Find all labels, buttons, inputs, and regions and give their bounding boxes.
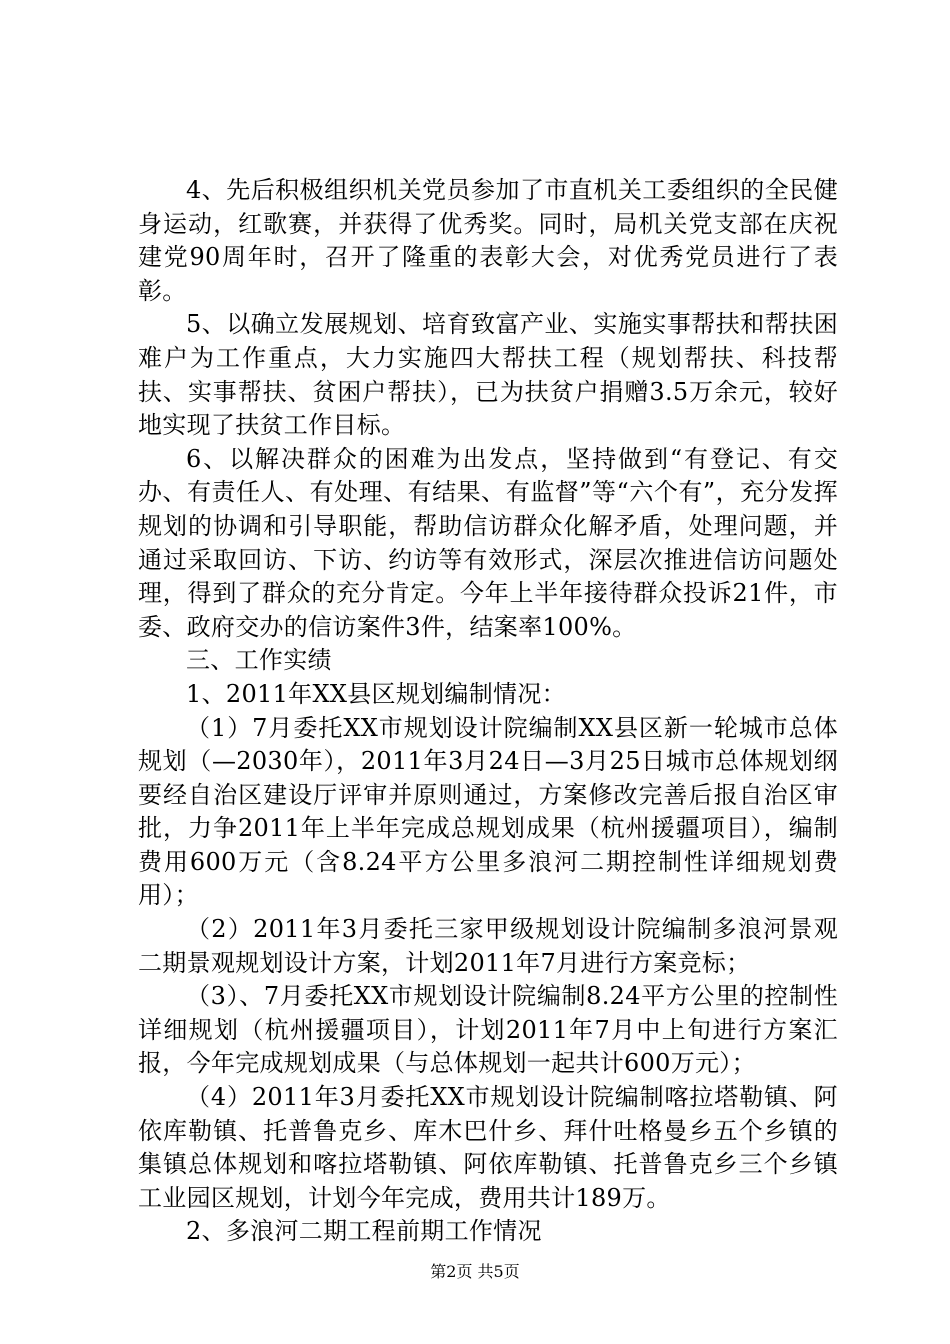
paragraph-item-5: 5、以确立发展规划、培育致富产业、实施实事帮扶和帮扶困难户为工作重点，大力实施四大帮扶工程（规划帮扶、科技帮扶、实事帮扶、贫困户帮扶），已为扶贫户捐赠3.5万余元，较好地实现了扶贫工作目标。 xyxy=(138,310,838,440)
page-footer xyxy=(0,1262,950,1282)
paragraph-subitem-2: （2）2011年3月委托三家甲级规划设计院编制多浪河景观二期景观规划设计方案，计划2011年7月进行方案竞标； xyxy=(138,915,838,977)
document-body xyxy=(138,174,838,1249)
section-heading-work-results: 三、工作实绩 xyxy=(186,646,332,675)
paragraph-planning-status: 1、2011年XX县区规划编制情况： xyxy=(186,679,566,708)
paragraph-project-status: 2、多浪河二期工程前期工作情况 xyxy=(186,1217,542,1246)
page-indicator: 第2页 共5页 xyxy=(430,1262,520,1281)
paragraph-item-4: 4、先后积极组织机关党员参加了市直机关工委组织的全民健身运动，红歌赛，并获得了优秀奖。同时，局机关党支部在庆祝建党90周年时，召开了隆重的表彰大会，对优秀党员进行了表彰。 xyxy=(138,176,838,305)
paragraph-subitem-1: （1）7月委托XX市规划设计院编制XX县区新一轮城市总体规划（—2030年），2011年3月24日—3月25日城市总体规划纲要经自治区建设厅评审并原则通过，方案修改完善后报自治区审批，力争2011年上半年完成总规划成果（杭州援疆项目），编制费用600万元（含8.24平方公里多浪河二期控制性详细规划费用）； xyxy=(138,713,838,910)
paragraph-item-6: 6、以解决群众的困难为出发点，坚持做到“有登记、有交办、有责任人、有处理、有结果、有监督”等“六个有”，充分发挥规划的协调和引导职能，帮助信访群众化解矛盾，处理问题，并通过采取回访、下访、约访等有效形式，深层次推进信访问题处理，得到了群众的充分肯定。今年上半年接待群众投诉21件，市委、政府交办的信访案件3件，结案率100%。 xyxy=(138,444,838,641)
paragraph-subitem-4: （4）2011年3月委托XX市规划设计院编制喀拉塔勒镇、阿依库勒镇、托普鲁克乡、库木巴什乡、拜什吐格曼乡五个乡镇的集镇总体规划和喀拉塔勒镇、阿依库勒镇、托普鲁克乡三个乡镇工业园区规划，计划今年完成，费用共计189万。 xyxy=(138,1083,838,1212)
paragraph-subitem-3: （3）、7月委托XX市规划设计院编制8.24平方公里的控制性详细规划（杭州援疆项目），计划2011年7月中上旬进行方案汇报，今年完成规划成果（与总体规划一起共计600万元）； xyxy=(138,982,838,1078)
